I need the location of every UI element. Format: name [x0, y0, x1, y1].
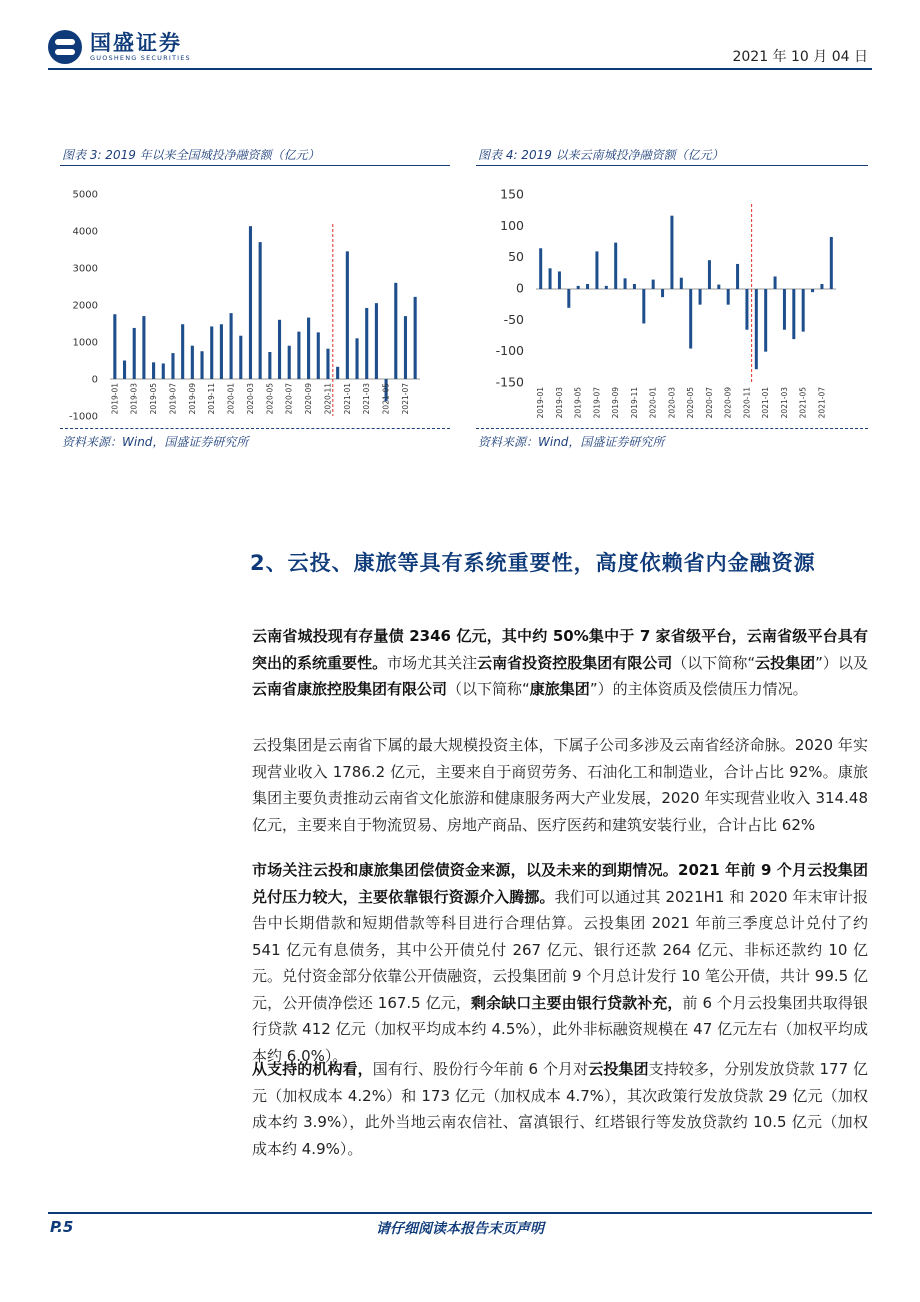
x-tick-label: 2019-07 [168, 383, 178, 415]
bar-2020-06 [699, 289, 702, 305]
bar-2020-12 [755, 289, 758, 369]
p1-alias-yuntou: 云投集团 [755, 653, 816, 672]
y-tick-label: 1000 [72, 337, 98, 349]
bar-2020-01 [230, 313, 233, 379]
bar-2021-01 [764, 289, 767, 352]
chart-yunnan-net-financing [476, 178, 870, 428]
section-heading: 2、云投、康旅等具有系统重要性，高度依赖省内金融资源 [250, 551, 816, 575]
bar-2020-01 [652, 280, 655, 289]
x-tick-label: 2019-11 [629, 387, 639, 419]
p1-lead: 云南省城投现有存量债 2346 亿元，其中约 50%集中于 7 家省级平台，云南省级平台具有突出的系统重要性。 [252, 627, 868, 672]
bar-2021-04 [792, 289, 795, 339]
bar-2020-09 [727, 289, 730, 305]
bar-2021-02 [355, 338, 358, 379]
footer-divider [48, 1212, 872, 1214]
bar-2020-06 [278, 320, 281, 379]
bar-2020-04 [680, 278, 683, 289]
y-tick-label: 0 [516, 280, 524, 296]
figure-4-title: 图表 4: 2019 以来云南城投净融资额（亿元） [478, 148, 724, 162]
x-tick-label: 2021-07 [817, 387, 827, 419]
figure-4-title-rule [476, 165, 868, 166]
y-tick-label: 50 [508, 249, 524, 265]
bar-2019-02 [123, 361, 126, 380]
paragraph-3 [252, 857, 868, 1069]
x-tick-label: 2021-01 [761, 387, 771, 419]
p1-text: ”）的主体资质及偿债压力情况。 [589, 680, 808, 698]
bar-2019-10 [624, 278, 627, 289]
y-tick-label: 0 [91, 374, 98, 386]
x-tick-label: 2021-01 [342, 383, 352, 415]
figure-3-title-rule [60, 165, 450, 166]
x-tick-label: 2019-03 [554, 387, 564, 419]
x-tick-label: 2020-01 [648, 387, 658, 419]
y-tick-label: 150 [500, 186, 524, 202]
x-tick-label: 2021-05 [798, 387, 808, 419]
y-tick-label: -100 [495, 343, 524, 359]
x-tick-label: 2020-07 [284, 383, 294, 415]
paragraph-2: 云投集团是云南省下属的最大规模投资主体，下属子公司多涉及云南省经济命脉。2020 年实现营业收入 1786.2 亿元，主要来自于商贸劳务、石油化工和制造业，合计占比 92%。康旅集团主要负责推动云南省文化旅游和健康服务两大产业发展，2020 年实现营业收入 314.48 亿元，主要来自于物流贸易、房地产商品、医疗医药和建筑安装行业，合计占比 62% [252, 736, 868, 834]
y-tick-label: 5000 [72, 189, 98, 201]
y-tick-label: -1000 [68, 411, 98, 423]
y-tick-label: 100 [500, 217, 524, 233]
bar-2021-07 [404, 316, 407, 379]
x-tick-label: 2020-05 [686, 387, 696, 419]
p1-text: （以下简称“ [672, 653, 756, 672]
x-tick-label: 2019-05 [149, 383, 159, 415]
bar-2019-12 [220, 324, 223, 379]
bar-2019-07 [171, 353, 174, 379]
y-tick-label: -150 [495, 374, 524, 390]
bar-2021-08 [414, 297, 417, 379]
bar-2021-03 [365, 308, 368, 379]
x-tick-label: 2019-03 [129, 383, 139, 415]
p1-entity-kanglv: 云南省康旅控股集团有限公司 [252, 680, 448, 698]
p4-text: 国有行、股份行今年前 6 个月对 [372, 1060, 589, 1078]
x-tick-label: 2020-03 [245, 383, 255, 415]
bar-2019-02 [549, 268, 552, 289]
bar-2020-03 [249, 226, 252, 379]
y-tick-label: 4000 [72, 226, 98, 238]
bar-2020-07 [708, 260, 711, 289]
p4-lead: 从支持的机构看， [252, 1060, 373, 1078]
page-number: P.5 [50, 1218, 74, 1236]
bar-2020-05 [268, 352, 271, 379]
bar-2020-04 [259, 242, 262, 379]
p1-entity-yuntou: 云南省投资控股集团有限公司 [477, 653, 673, 672]
x-tick-label: 2019-07 [592, 387, 602, 419]
bar-2019-11 [633, 284, 636, 289]
bar-2020-05 [689, 289, 692, 349]
bar-2019-10 [200, 351, 203, 379]
bar-2020-09 [307, 318, 310, 379]
p3-emphasis: 剩余缺口主要由银行贷款补充， [470, 993, 683, 1012]
bar-2019-05 [152, 362, 155, 379]
header-divider [48, 68, 872, 70]
bar-2020-08 [717, 285, 720, 289]
bar-2021-06 [811, 289, 814, 292]
bar-2021-05 [802, 289, 805, 332]
company-logo [48, 30, 191, 64]
x-tick-label: 2021-03 [779, 387, 789, 419]
bar-2020-08 [297, 332, 300, 379]
bar-2020-10 [736, 264, 739, 289]
y-tick-label: 2000 [72, 300, 98, 312]
bar-2019-04 [567, 289, 570, 308]
bar-2019-11 [210, 326, 213, 379]
bar-2020-10 [317, 332, 320, 379]
p1-text: 市场尤其关注 [387, 653, 478, 672]
x-tick-label: 2019-01 [536, 387, 546, 419]
p4-text: 支持较多，分别发放贷款 177 亿元（加权成本 4.2%）和 173 亿元（加权成本 4.7%），其次政策行发放贷款 29 亿元（加权成本约 3.9%），此外当地云南农信社、富滇银行、红塔银行等发放贷款约 10.5 亿元（加权成本约 4.9%）。 [252, 1060, 868, 1158]
x-tick-label: 2019-09 [611, 387, 621, 419]
x-tick-label: 2019-01 [110, 383, 120, 415]
bar-2020-11 [326, 349, 329, 379]
bar-2019-09 [614, 243, 617, 289]
x-tick-label: 2021-07 [400, 383, 410, 415]
y-tick-label: 3000 [72, 263, 98, 275]
p1-alias-kanglv: 康旅集团 [529, 680, 590, 698]
bar-2021-02 [774, 276, 777, 289]
bar-2019-03 [133, 328, 136, 379]
x-tick-label: 2019-11 [207, 383, 217, 415]
p3-text: 我们可以通过其 2021H1 和 2020 年末审计报告中长期借款和短期借款等科目进行合理估算。云投集团 2021 年前三季度总计兑付了约 541 亿元有息债务，其中公开债兑付 267 亿元、银行还款 264 亿元、非标还款约 10 亿元。兑付资金部分依靠公开债融资，云投集团前 9 个月总计发行 10 笔公开债，共计 99.5 亿元，公开债净偿还 167.5 亿元， [252, 887, 868, 1012]
x-tick-label: 2020-01 [226, 383, 236, 415]
x-tick-label: 2020-09 [723, 387, 733, 419]
x-tick-label: 2019-09 [187, 383, 197, 415]
bar-2019-06 [586, 284, 589, 289]
p3-lead: 市场关注云投和康旅集团偿债资金来源，以及未来的到期情况。2021 年前 9 个月云投集团兑付压力较大，主要依靠银行资源介入腾挪。 [252, 861, 868, 906]
bar-2019-06 [162, 363, 165, 379]
figure-4-source-rule [476, 428, 868, 429]
p4-emphasis: 云投集团 [588, 1060, 649, 1078]
bar-2020-03 [670, 216, 673, 289]
x-tick-label: 2020-11 [742, 387, 752, 419]
bar-2020-11 [745, 289, 748, 330]
bar-2021-06 [394, 283, 397, 379]
bar-2019-01 [113, 314, 116, 379]
logo-emblem-icon [48, 30, 82, 64]
bar-2019-08 [605, 286, 608, 289]
bar-2020-12 [336, 367, 339, 379]
bar-2020-02 [661, 289, 664, 297]
figure-3-title: 图表 3: 2019 年以来全国城投净融资额（亿元） [62, 148, 320, 162]
bar-2020-02 [239, 336, 242, 379]
chart-national-net-financing [60, 178, 452, 428]
x-tick-label: 2019-05 [573, 387, 583, 419]
x-tick-label: 2020-09 [304, 383, 314, 415]
p3-text: 前 6 个月云投集团共取得银行贷款 412 亿元（加权平均成本约 4.5%），此外非标融资规模在 47 亿元左右（加权平均成本约 6.0%）。 [252, 993, 868, 1065]
paragraph-1 [252, 623, 868, 703]
figure-3-source: 资料来源：Wind，国盛证券研究所 [62, 435, 249, 449]
x-tick-label: 2020-07 [704, 387, 714, 419]
brand-name-en: GUOSHENG SECURITIES [90, 54, 191, 62]
bar-2021-03 [783, 289, 786, 330]
x-tick-label: 2021-03 [362, 383, 372, 415]
x-tick-label: 2020-05 [265, 383, 275, 415]
x-tick-label: 2020-11 [323, 383, 333, 415]
bar-2019-09 [191, 346, 194, 379]
bar-2019-08 [181, 324, 184, 379]
bar-2019-05 [577, 286, 580, 289]
figure-3-source-rule [60, 428, 450, 429]
p1-text: ”）以及 [815, 653, 868, 672]
bar-2019-03 [558, 271, 561, 289]
bar-2019-07 [595, 251, 598, 289]
bar-2019-12 [642, 289, 645, 323]
paragraph-4 [252, 1056, 868, 1162]
bar-2021-01 [346, 251, 349, 379]
x-tick-label: 2020-03 [667, 387, 677, 419]
report-date: 2021 年 10 月 04 日 [732, 49, 868, 65]
figure-4-source: 资料来源：Wind，国盛证券研究所 [478, 435, 665, 449]
bar-2021-08 [830, 237, 833, 289]
bar-2019-01 [539, 248, 542, 289]
disclaimer-note: 请仔细阅读本报告末页声明 [376, 1221, 544, 1237]
bar-2021-04 [375, 303, 378, 379]
bar-2021-07 [820, 284, 823, 289]
brand-name-cn: 国盛证券 [90, 31, 182, 55]
p1-text: （以下简称“ [447, 680, 530, 698]
y-tick-label: -50 [503, 311, 524, 327]
bar-2020-07 [288, 346, 291, 379]
bar-2019-04 [142, 316, 145, 379]
x-tick-label: 2021-05 [381, 383, 391, 415]
